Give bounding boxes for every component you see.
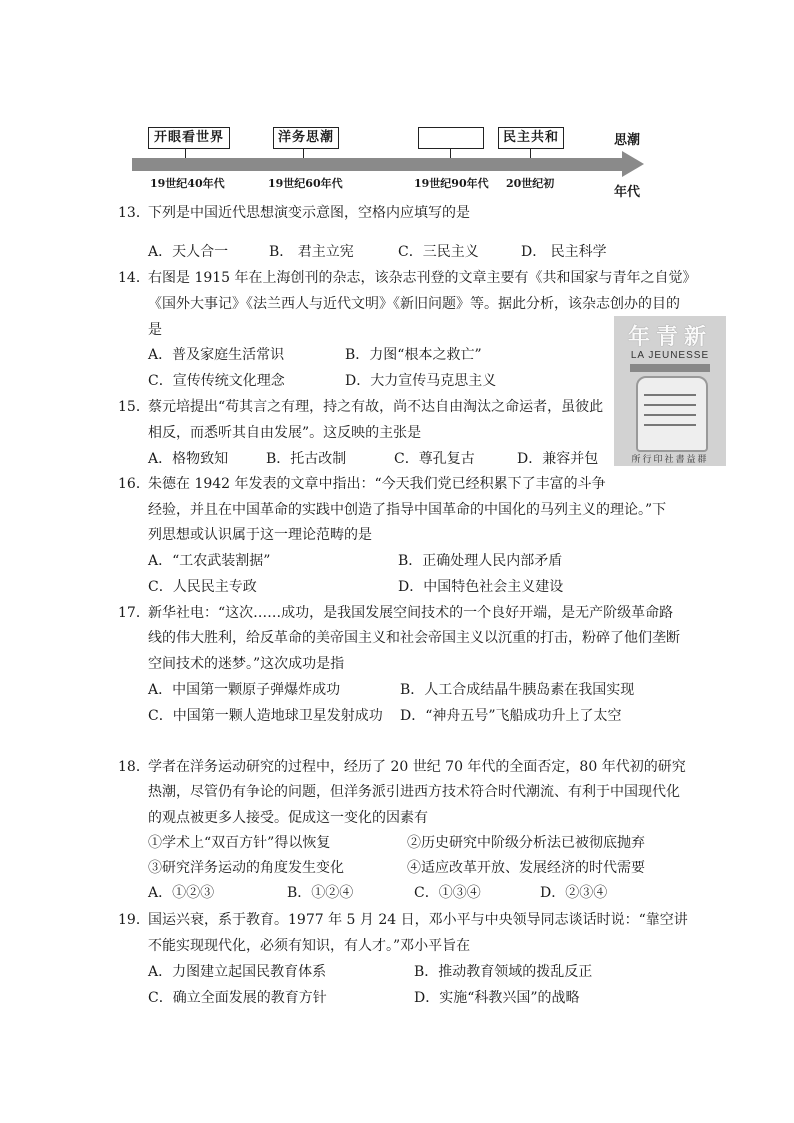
question-text: 国运兴衰，系于教育。1977 年 5 月 24 日，邓小平与中央领导同志谈话时说：“靠空讲 (148, 912, 688, 928)
timeline-date-1: 19世纪40年代 (150, 177, 225, 190)
question-number: 15． (118, 399, 150, 415)
option-a: A．①②③ (148, 885, 215, 901)
question-number: 16． (118, 476, 150, 492)
question-text: 右图是 1915 年在上海创刊的杂志，该杂志刊登的文章主要有《共和国家与青年之自觉》 (148, 270, 697, 286)
statement-4: ④适应改革开放、发展经济的时代需要 (407, 860, 645, 876)
magazine-text-line (644, 394, 696, 396)
timeline-axis (132, 158, 624, 171)
statement-3: ③研究洋务运动的角度发生变化 (148, 860, 344, 876)
question-number: 19． (118, 912, 150, 928)
timeline-axis-bottom-label: 年代 (614, 185, 641, 200)
option-c: C．三民主义 (398, 244, 479, 260)
magazine-text-line (644, 414, 696, 416)
option-c: C．尊孔复古 (394, 451, 475, 467)
timeline-arrow-head (622, 151, 644, 177)
option-c: C．宣传传统文化理念 (148, 373, 285, 389)
question-text: 热潮，尽管仍有争论的问题，但洋务派引进西方技术符合时代潮流、有利于中国现代化 (148, 784, 680, 800)
question-number: 13． (118, 205, 150, 221)
magazine-subtitle: LA JEUNESSE (630, 350, 710, 361)
magazine-text-line (644, 424, 696, 426)
option-c: C．①③④ (414, 885, 481, 901)
option-b: B． 君主立宪 (269, 244, 354, 260)
option-d: D．“神舟五号”飞船成功升上了太空 (400, 708, 622, 724)
magazine-text-line (644, 404, 696, 406)
timeline-date-2: 19世纪60年代 (268, 177, 343, 190)
option-b: B．力图“根本之救亡” (345, 347, 482, 363)
option-c: C．确立全面发展的教育方针 (148, 990, 327, 1006)
timeline-axis-top-label: 思潮 (614, 133, 641, 148)
question-text: 的观点被更多人接受。促成这一变化的因素有 (148, 810, 428, 826)
option-b: B．正确处理人民内部矛盾 (398, 553, 563, 569)
statement-1: ①学术上“双百方针”得以恢复 (148, 835, 331, 851)
option-b: B．托古改制 (266, 451, 347, 467)
question-text: 经验，并且在中国革命的实践中创造了指导中国革命的中国化的马列主义的理论。”下 (148, 502, 667, 518)
question-number: 17． (118, 605, 150, 621)
option-d: D．中国特色社会主义建设 (398, 579, 564, 595)
option-d: D．实施“科教兴国”的战略 (414, 990, 580, 1006)
question-text: 下列是中国近代思想演变示意图，空格内应填写的是 (148, 205, 470, 221)
question-text: 朱德在 1942 年发表的文章中指出：“今天我们党已经积累下了丰富的斗争 (148, 476, 606, 492)
magazine-cover-image (614, 316, 726, 466)
option-d: D．②③④ (540, 885, 608, 901)
magazine-band (630, 364, 710, 372)
magazine-footer: 所行印社書益群 (631, 455, 709, 465)
option-d: D． 民主科学 (521, 244, 607, 260)
question-number: 18． (118, 759, 150, 775)
option-a: A．力图建立起国民教育体系 (148, 964, 327, 980)
timeline-date-3: 19世纪90年代 (414, 177, 489, 190)
timeline-stage-2: 洋务思潮 (273, 127, 339, 149)
magazine-title: 年青新 (627, 324, 712, 350)
question-text: 不能实现现代化，必须有知识，有人才。”邓小平旨在 (148, 938, 471, 954)
timeline-stage-4: 民主共和 (498, 127, 564, 149)
option-b: B．①②④ (287, 885, 354, 901)
timeline-stage-blank (418, 127, 484, 149)
question-text: 新华社电：“这次……成功，是我国发展空间技术的一个良好开端，是无产阶级革命路 (148, 605, 674, 621)
question-text: 蔡元培提出“苟其言之有理，持之有故，尚不达自由淘汰之命运者，虽彼此 (148, 399, 604, 415)
question-text: 相反，而悉听其自由发展”。这反映的主张是 (148, 425, 422, 441)
option-d: D．大力宣传马克思主义 (345, 373, 497, 389)
option-d: D．兼容并包 (517, 451, 599, 467)
option-a: A．中国第一颗原子弹爆炸成功 (148, 682, 341, 698)
question-text: 列思想或认识属于这一理论范畴的是 (148, 527, 372, 543)
question-text: 线的伟大胜利，给反革命的美帝国主义和社会帝国主义以沉重的打击，粉碎了他们垄断 (148, 630, 680, 646)
option-a: A．普及家庭生活常识 (148, 347, 285, 363)
option-a: A．天人合一 (148, 244, 229, 260)
option-c: C．人民民主专政 (148, 579, 257, 595)
option-b: B．推动教育领域的拨乱反正 (414, 964, 593, 980)
timeline-date-4: 20世纪初 (506, 177, 555, 190)
question-text: 空间技术的迷梦。”这次成功是指 (148, 656, 345, 672)
question-number: 14． (118, 270, 150, 286)
option-a: A．格物致知 (148, 451, 229, 467)
question-text: 《国外大事记》《法兰西人与近代文明》《新旧问题》等。据此分析，该杂志创办的目的 (148, 296, 680, 312)
option-c: C．中国第一颗人造地球卫星发射成功 (148, 708, 383, 724)
question-text: 学者在洋务运动研究的过程中，经历了 20 世纪 70 年代的全面否定，80 年代初的研究 (148, 759, 686, 775)
question-text: 是 (148, 322, 162, 338)
statement-2: ②历史研究中阶级分析法已被彻底抛弃 (407, 835, 645, 851)
option-b: B．人工合成结晶牛胰岛素在我国实现 (400, 682, 635, 698)
option-a: A．“工农武装割据” (148, 553, 271, 569)
timeline-stage-1: 开眼看世界 (148, 127, 230, 149)
